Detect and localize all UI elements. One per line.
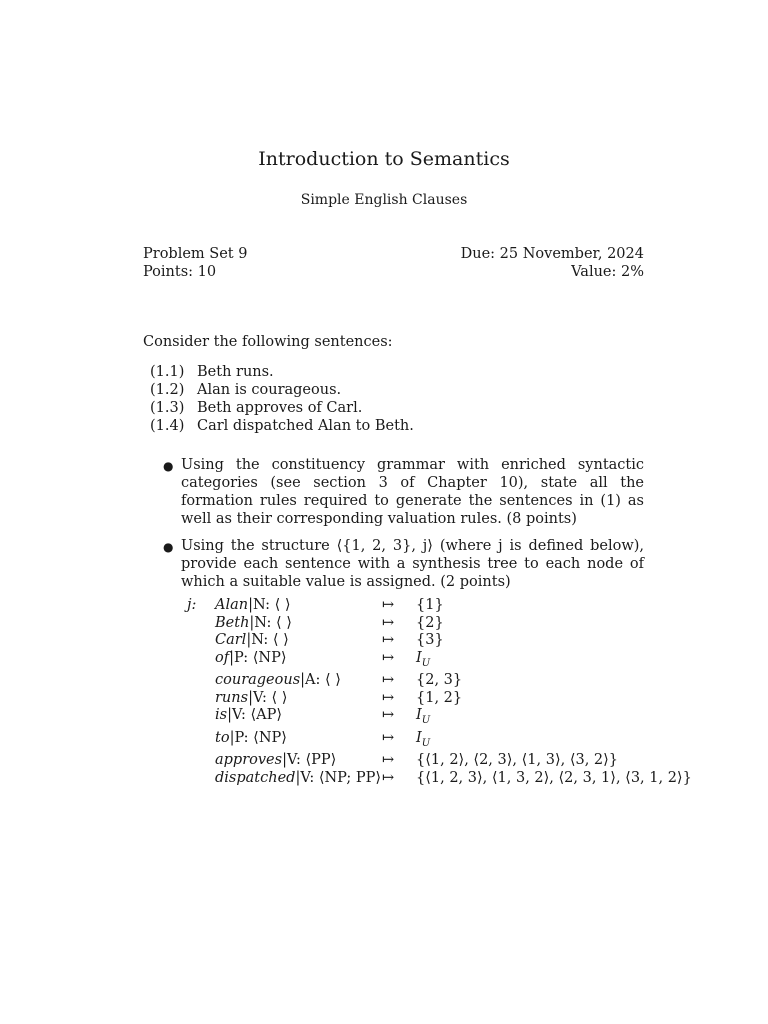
maps-to-icon: ↦ [382,770,395,787]
document-title: Introduction to Semantics [258,148,510,170]
lexical-word: Alan [215,597,249,613]
example-number: (1.3) [150,400,185,416]
bullet-text: Using the structure ⟨{1, 2, 3}, j⟩ (where j is defined below), provide each sentence with a synthesis tree to each node of which a suitable value is assigned. (2 points) [181,538,644,590]
lexical-category: |P: ⟨NP⟩ [229,649,287,666]
lexical-category: |A: ⟨ ⟩ [300,672,341,689]
lexical-category: |V: ⟨AP⟩ [227,707,283,724]
valuation-row [187,672,692,690]
valuation-row [187,632,692,650]
denotation-value: {2} [416,614,444,631]
valuation-label [187,730,215,752]
lexical-entry [215,650,382,672]
example-row [150,399,414,417]
problem-set-label: Problem Set 9 [143,246,248,262]
valuation-label [187,632,215,650]
bullet-icon: ● [163,459,174,473]
maps-to-icon: ↦ [382,752,395,769]
maps-to-icon: ↦ [382,597,395,613]
valuation-row [187,752,692,770]
bullet-item-synthesis-tree [163,537,644,591]
valuation-label [187,615,215,633]
valuation-label [187,707,215,729]
points-label: Points: 10 [143,264,217,280]
lexical-entry [215,672,382,690]
lexical-entry [215,632,382,650]
lexical-word: to [215,729,230,746]
value-label: Value: 2% [571,264,644,280]
lexical-entry [215,690,382,708]
maps-to-icon: ↦ [382,672,395,689]
lexical-entry [215,730,382,752]
bullet-icon: ● [163,540,174,554]
lexical-category: |N: ⟨ ⟩ [249,614,292,631]
example-row [150,381,414,399]
bullet-item-formation-rules [163,456,644,528]
lexical-word: is [215,707,228,724]
lexical-word: of [215,649,230,666]
lexical-category: |N: ⟨ ⟩ [246,632,289,649]
denotation-value: {⟨1, 2⟩, ⟨2, 3⟩, ⟨1, 3⟩, ⟨3, 2⟩} [416,752,619,769]
denotation-value: $I_U$ [416,649,431,669]
maps-to-icon: ↦ [382,689,395,706]
lexical-category: |P: ⟨NP⟩ [229,729,287,746]
lexical-word: Beth [215,614,250,631]
lexical-entry [215,752,382,770]
example-text: Beth approves of Carl. [197,400,363,416]
lexical-category: |N: ⟨ ⟩ [248,597,291,613]
bullet-text: Using the constituency grammar with enriched syntactic categories (see section 3 of Chapter 10), state all the formation rules required to generate the sentences in (1) as well as their corresponding valuation rules. (8 points) [181,457,644,527]
denotation-value: {1, 2} [416,689,463,706]
valuation-row [187,690,692,708]
valuation-row [187,770,692,788]
example-sentences [150,363,414,435]
example-number: (1.1) [150,364,185,380]
example-text: Alan is courageous. [197,382,342,398]
lexical-word: dispatched [215,770,296,787]
valuation-label [187,752,215,770]
example-number: (1.4) [150,418,185,434]
valuation-label [187,770,215,788]
valuation-label [187,690,215,708]
lexical-word: approves [215,752,283,769]
intro-text: Consider the following sentences: [143,334,393,350]
denotation-value: {⟨1, 2, 3⟩, ⟨1, 3, 2⟩, ⟨2, 3, 1⟩, ⟨3, 1, 2⟩} [416,770,692,787]
lexical-entry [215,597,382,615]
due-date-label: Due: 25 November, 2024 [460,246,644,262]
lexical-entry [215,770,382,788]
lexical-word: courageous [215,672,301,689]
maps-to-icon: ↦ [382,729,395,746]
maps-to-icon: ↦ [382,614,395,631]
document-subtitle: Simple English Clauses [300,192,468,208]
denotation-value: $I_U$ [416,729,431,749]
example-row [150,417,414,435]
example-number: (1.2) [150,382,185,398]
lexical-entry [215,707,382,729]
meta-left [143,245,247,281]
valuation-label: j: [187,597,197,613]
denotation-value: {3} [416,632,444,649]
maps-to-icon: ↦ [382,707,395,724]
valuation-row [187,730,692,752]
valuation-label [187,672,215,690]
example-text: Carl dispatched Alan to Beth. [197,418,414,434]
valuation-row [187,597,692,615]
lexical-word: Carl [215,632,247,649]
valuation-label [187,650,215,672]
denotation-value: {2, 3} [416,672,463,689]
lexical-category: |V: ⟨PP⟩ [282,752,337,769]
lexical-category: |V: ⟨ ⟩ [248,689,288,706]
valuation-row [187,707,692,729]
lexical-category: |V: ⟨NP; PP⟩ [295,770,382,787]
denotation-value: {1} [416,597,444,613]
example-row [150,363,414,381]
valuation-row [187,650,692,672]
lexical-word: runs [215,689,249,706]
valuation-table [187,597,692,788]
lexical-entry [215,615,382,633]
maps-to-icon: ↦ [382,632,395,649]
example-text: Beth runs. [197,364,274,380]
meta-right [461,245,644,281]
valuation-row [187,615,692,633]
maps-to-icon: ↦ [382,649,395,666]
denotation-value: $I_U$ [416,707,431,727]
